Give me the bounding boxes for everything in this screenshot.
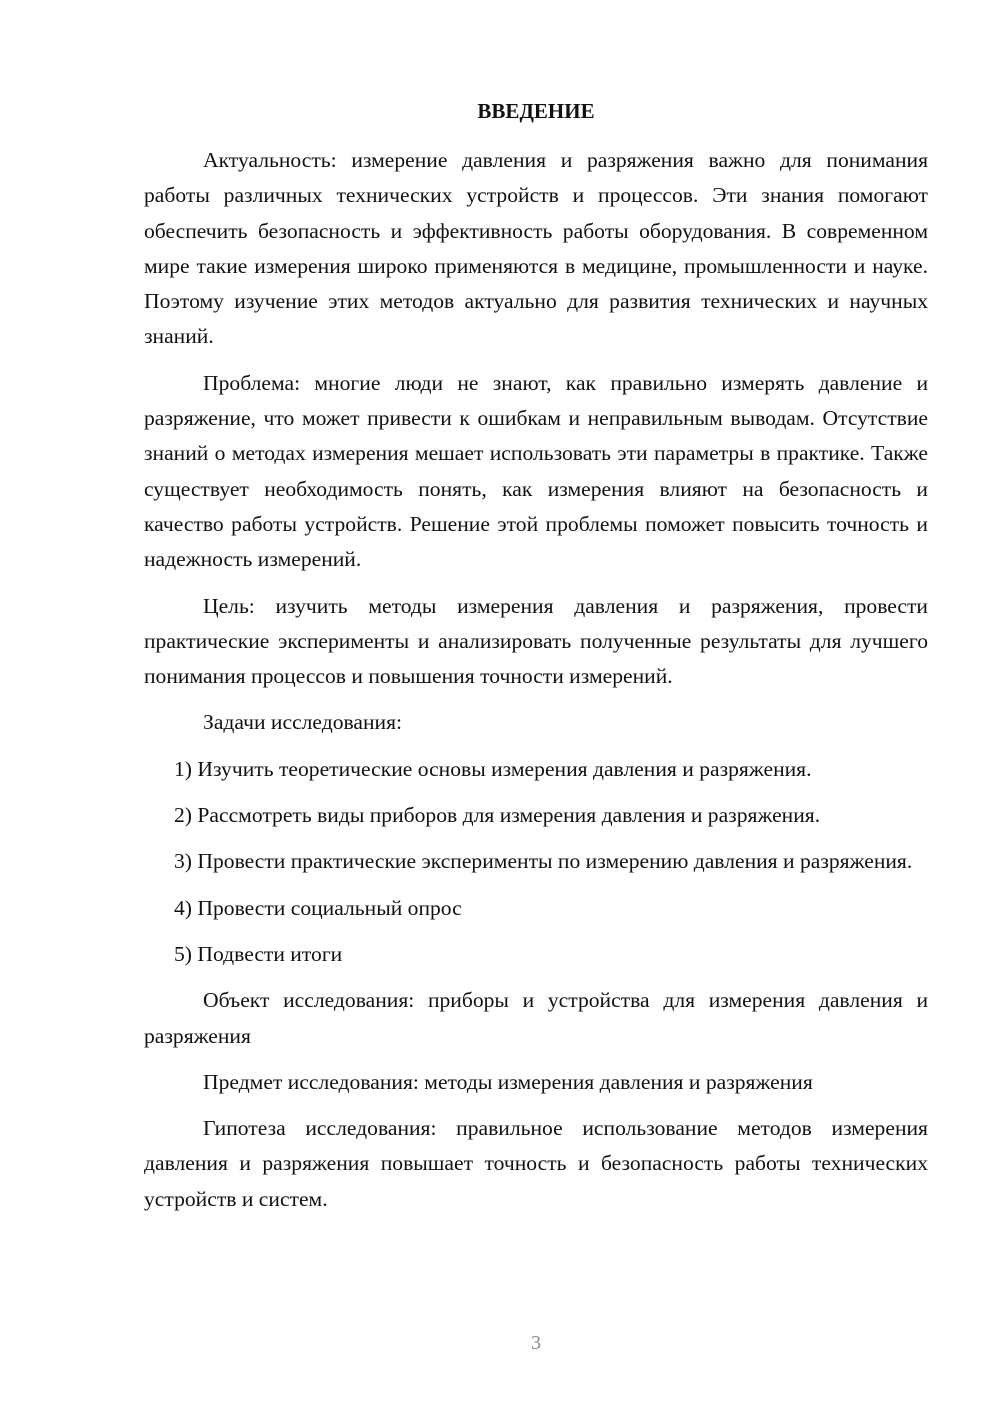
task-item-4: 4) Провести социальный опрос [174, 895, 462, 920]
task-item-3: 3) Провести практические эксперименты по измерению давления и разряжения. [174, 849, 913, 874]
paragraph-object: Объект исследования: приборы и устройства для измерения давления и разряжения [144, 988, 928, 1048]
task-item-2: 2) Рассмотреть виды приборов для измерения давления и разряжения. [174, 803, 821, 828]
task-item-5: 5) Подвести итоги [174, 941, 343, 966]
paragraph-subject: Предмет исследования: методы измерения давления и разряжения [203, 1069, 813, 1094]
tasks-title: Задачи исследования: [203, 710, 403, 735]
page-number: 3 [531, 1332, 541, 1354]
paragraph-goal: Цель: изучить методы измерения давления и разряжения, провести практические эксперименты и анализировать полученные результаты для лучшего понимания процессов и повышения точности измерений. [144, 593, 928, 689]
paragraph-problem: Проблема: многие люди не знают, как правильно измерять давление и разряжение, что может привести к ошибкам и неправильным выводам. Отсутствие знаний о методах измерения мешает использовать эти параметры в практике. Также существует необходимость понять, как измерения влияют на безопасность и качество работы устройств. Решение этой проблемы поможет повысить точность и надежность измерений. [144, 370, 928, 572]
page-title: ВВЕДЕНИЕ [477, 99, 595, 123]
task-item-1: 1) Изучить теоретические основы измерения давления и разряжения. [174, 756, 812, 781]
paragraph-hypothesis: Гипотеза исследования: правильное использование методов измерения давления и разряжения повышает точность и безопасность работы технических устройств и систем. [144, 1116, 928, 1211]
document-page [144, 96, 928, 1228]
paragraph-relevance: Актуальность: измерение давления и разряжения важно для понимания работы различных технических устройств и процессов. Эти знания помогают обеспечить безопасность и эффективность работы оборудования. В современном мире такие измерения широко применяются в медицине, промышленности и науке. Поэтому изучение этих методов актуально для развития технических и научных знаний. [144, 148, 928, 349]
